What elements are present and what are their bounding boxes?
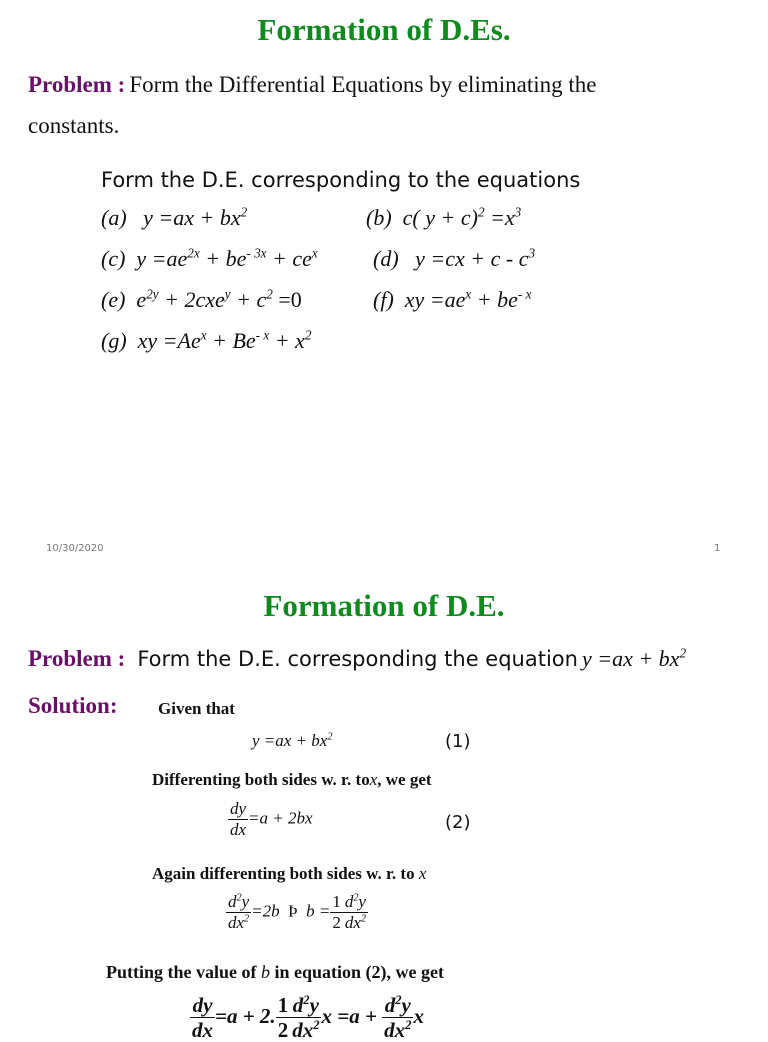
solution-label: Solution:	[28, 693, 118, 718]
equation-2: $\frac{dy}{dx}$ =a + 2bx	[230, 799, 313, 839]
equation-f: (f) xy $=ae^x + be^{- x}$	[373, 286, 532, 312]
equation-e: (e) $e^{2y} + 2cxe^y + c^2 =0$	[101, 286, 302, 312]
equation-c-label: (c)	[101, 246, 126, 271]
slide1-title: Formation of D.Es.	[257, 12, 511, 47]
equation-a: (a) $y =ax + bx^2$	[101, 204, 248, 230]
equation-d: (d) $y =cx + c - c^3$	[373, 245, 536, 271]
equation-c: (c) $y =ae^{2x} + be^{- 3x} + ce^x$	[101, 245, 318, 271]
equation-substituted: $\frac{dy}{dx}$ =a + 2. $\frac{1}{2}$ $\frac{d^2y}{dx^2}$ x =a + $\frac{d^2y}{dx^2}$ x	[192, 992, 424, 1042]
equation-1-number: (1)	[445, 731, 471, 752]
equation-b-label: (b)	[366, 205, 392, 230]
step-substitute: Putting the value of b in equation (2), we get	[106, 962, 444, 982]
problem-label: Problem :	[28, 646, 126, 671]
equations-intro: Form the D.E. corresponding to the equations	[101, 168, 581, 192]
footer-page-number: 1	[714, 543, 721, 554]
slide1-problem	[28, 72, 596, 98]
slide2-title: Formation of D.E.	[263, 588, 505, 623]
problem-label: Problem :	[28, 72, 126, 97]
step-differentiate-again: Again differenting both sides w. r. to x	[152, 864, 427, 883]
equation-1: $y =ax + bx^2$	[252, 731, 333, 750]
equation-a-label: (a)	[101, 205, 127, 230]
step-differentiate: Differenting both sides w. r. tox, we get	[152, 770, 432, 789]
equation-b: (b) c( $y + c)^2 =x^3$	[366, 204, 522, 230]
problem-text-line2: constants.	[28, 113, 120, 138]
given-text: Given that	[158, 699, 235, 718]
equation-d-label: (d)	[373, 246, 399, 271]
equation-g-label: (g)	[101, 328, 127, 353]
equation-g: (g) xy $=Ae^x + Be^{- x} + x^2$	[101, 327, 312, 353]
equation-e-label: (e)	[101, 287, 126, 312]
equation-second-derivative: $\frac{d^2y}{dx^2}$ =2b Þ b = $\frac{1}{2}$ $\frac{d^2y}{dx^2}$	[228, 892, 366, 932]
problem-text-line1: Form the Differential Equations by eliminating the	[129, 72, 597, 97]
problem-text: Form the D.E. corresponding the equation	[137, 647, 578, 671]
slide2-problem: Problem : Form the D.E. corresponding the equation $y =ax + bx^2$	[28, 645, 687, 671]
footer-date: 10/30/2020	[46, 543, 104, 554]
equation-f-label: (f)	[373, 287, 394, 312]
equation-2-number: (2)	[445, 812, 471, 833]
